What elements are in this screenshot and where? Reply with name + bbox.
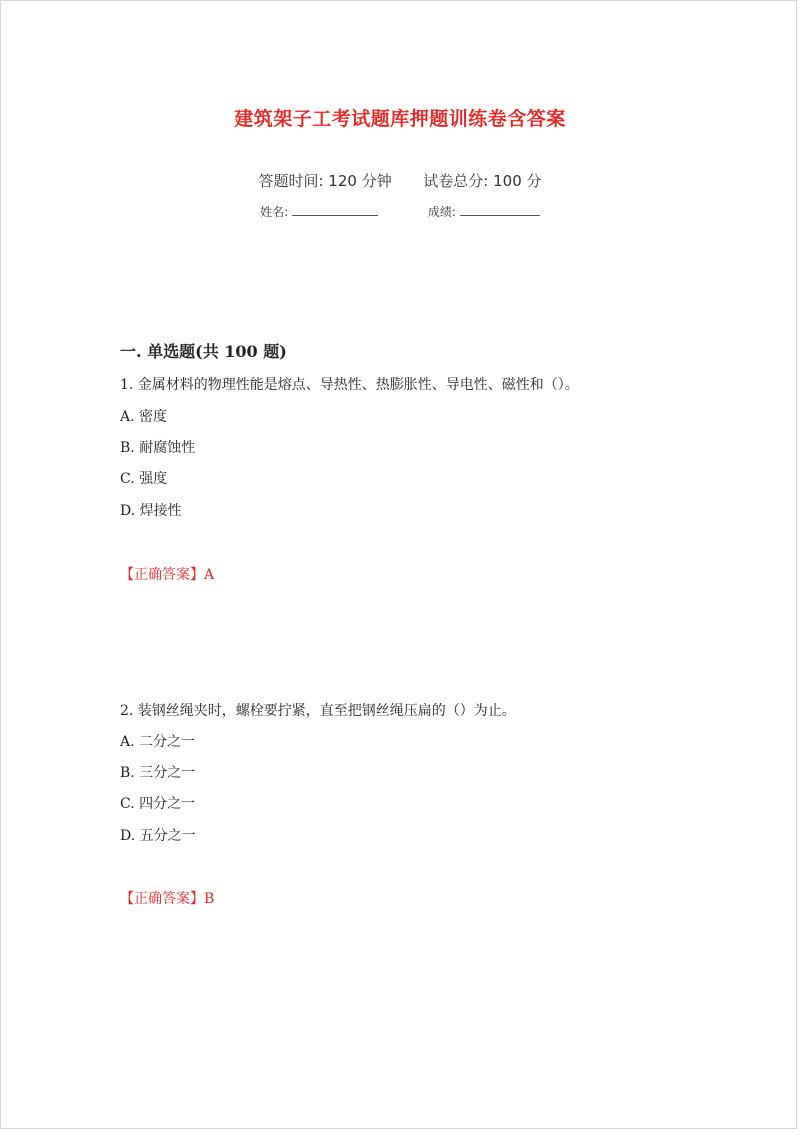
question-2-option-d: D. 五分之一	[120, 828, 196, 844]
question-2-option-a: A. 二分之一	[120, 734, 196, 750]
score-text: 试卷总分: 100 分	[423, 172, 542, 190]
name-label: 姓名:	[260, 205, 289, 219]
name-blank-line	[292, 205, 378, 216]
grade-label: 成绩:	[427, 205, 456, 219]
section-title: 一. 单选题(共 100 题)	[120, 342, 287, 361]
exam-meta	[0, 170, 800, 191]
question-1-option-c: C. 强度	[120, 471, 168, 487]
question-1-stem: 1. 金属材料的物理性能是熔点、导热性、热膨胀性、导电性、磁性和（）。	[120, 377, 579, 393]
document-title: 建筑架子工考试题库押题训练卷含答案	[234, 108, 566, 130]
question-1-option-b: B. 耐腐蚀性	[120, 440, 196, 456]
time-text: 答题时间: 120 分钟	[258, 172, 392, 190]
student-info-row	[0, 203, 800, 220]
grade-blank-line	[460, 205, 540, 216]
question-1-option-a: A. 密度	[120, 409, 168, 425]
question-2-answer: 【正确答案】B	[120, 891, 215, 907]
question-2-option-c: C. 四分之一	[120, 796, 196, 812]
question-1-option-d: D. 焊接性	[120, 503, 182, 519]
question-2-option-b: B. 三分之一	[120, 765, 196, 781]
question-1-answer: 【正确答案】A	[120, 567, 215, 583]
question-2-stem: 2. 装钢丝绳夹时，螺栓要拧紧，直至把钢丝绳压扁的（）为止。	[120, 703, 516, 719]
